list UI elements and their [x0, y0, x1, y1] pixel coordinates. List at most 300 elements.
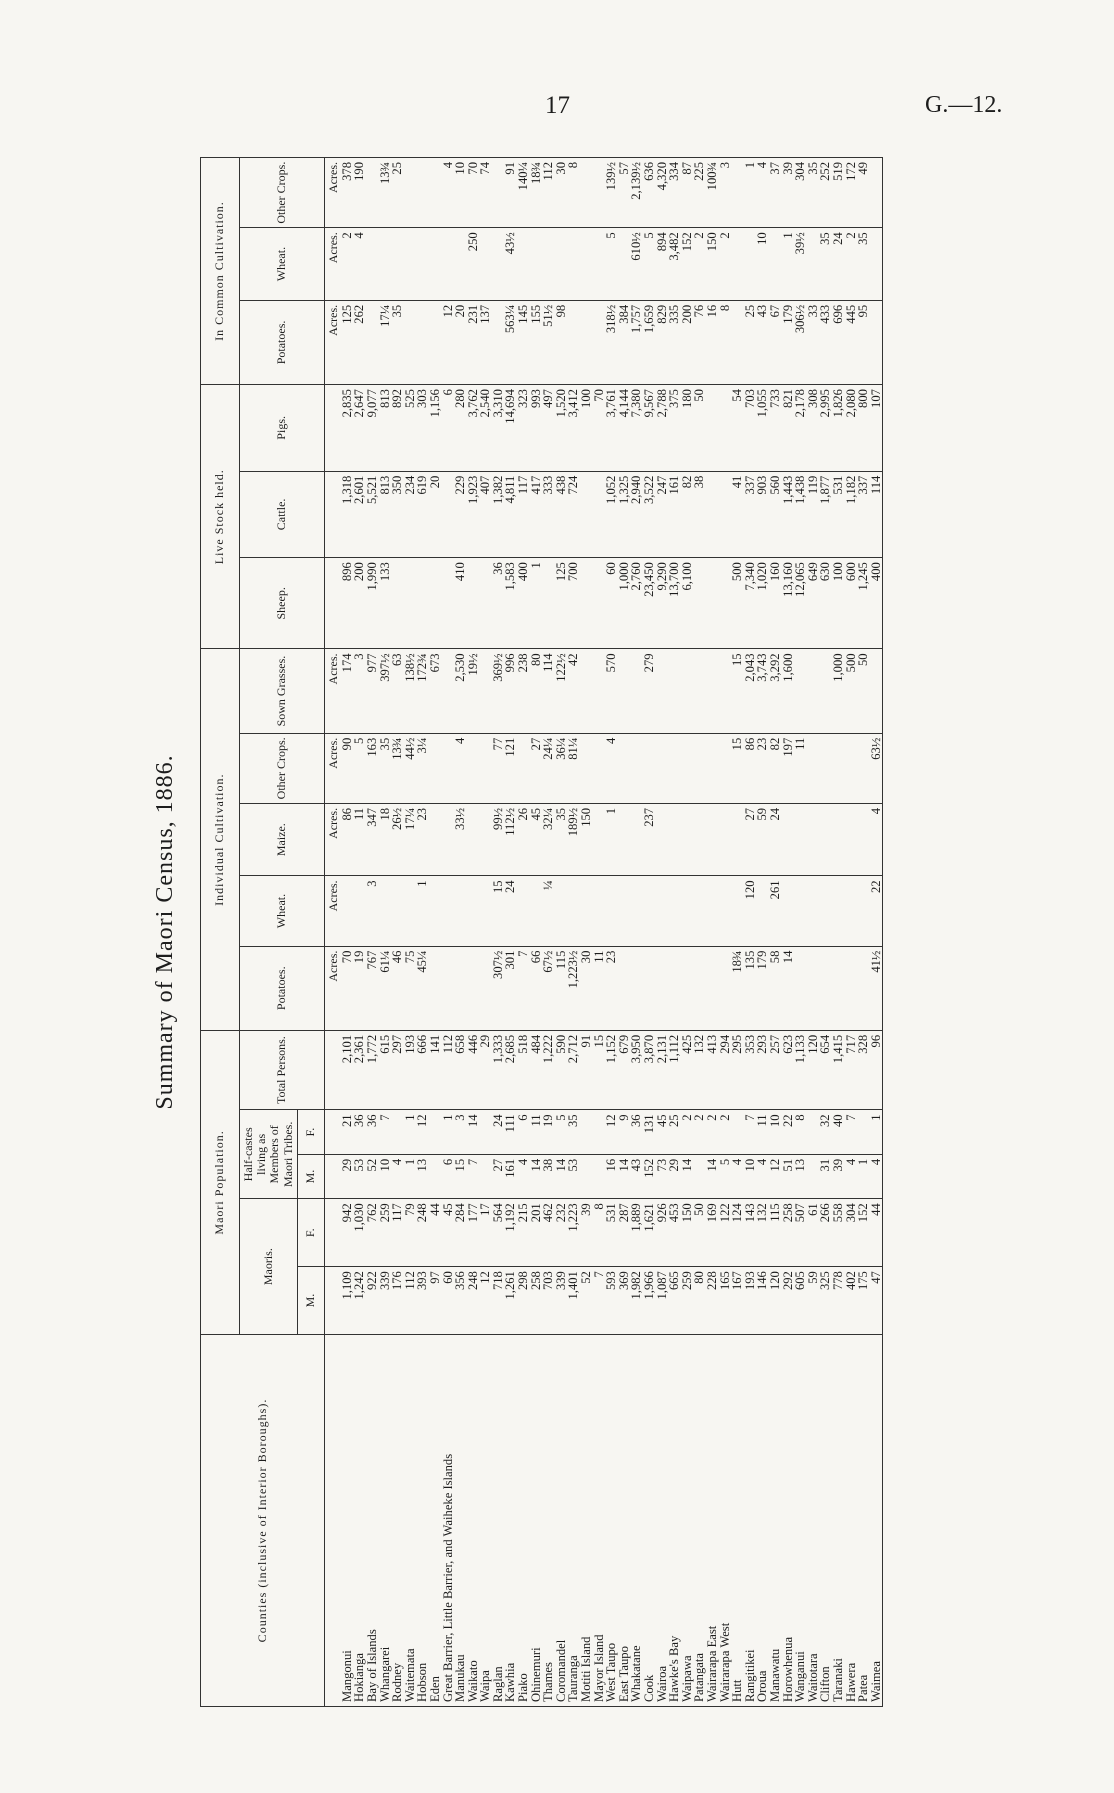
page-number: 17 — [545, 92, 570, 119]
com-potatoes-cell: 43 — [756, 300, 769, 384]
maori-males-cell: 120 — [769, 1267, 782, 1335]
maori-females-cell: 117 — [391, 1199, 404, 1267]
com-potatoes-cell: 125 — [341, 300, 354, 384]
maori-females-cell: 1,223 — [567, 1199, 580, 1267]
total-persons-cell: 484 — [530, 1030, 543, 1110]
com-other-crops-cell: 2,139½ — [630, 158, 643, 228]
total-persons-cell: 1,772 — [366, 1030, 379, 1110]
ind-potatoes-cell — [832, 946, 845, 1030]
cattle-cell: 1,182 — [845, 471, 858, 558]
halfcaste-males-cell: 29 — [341, 1154, 354, 1198]
maori-males-cell: 112 — [404, 1267, 417, 1335]
maori-males-cell: 718 — [492, 1267, 505, 1335]
cattle-cell: 350 — [391, 471, 404, 558]
ind-maize-cell — [656, 803, 669, 876]
com-wheat-cell: 152 — [681, 228, 694, 301]
sheep-cell: 2,760 — [630, 558, 643, 649]
ind-maize-cell — [593, 803, 606, 876]
com-potatoes-cell: 33 — [807, 300, 820, 384]
cattle-cell: 1,318 — [341, 471, 354, 558]
com-wheat-cell — [542, 228, 555, 301]
ind-wheat-cell: ¼ — [542, 876, 555, 946]
ind-maize-cell: 4 — [870, 803, 883, 876]
maori-females-cell: 169 — [706, 1199, 719, 1267]
halfcaste-males-cell: 27 — [492, 1154, 505, 1198]
maori-males-cell: 80 — [693, 1267, 706, 1335]
ind-maize-cell — [467, 803, 480, 876]
ind-other-crops-cell — [630, 733, 643, 803]
ind-potatoes-cell — [857, 946, 870, 1030]
county-name-cell: Clifton — [819, 1334, 832, 1706]
cattle-cell: 407 — [479, 471, 492, 558]
pigs-cell: 892 — [391, 385, 404, 472]
pigs-cell: 2,995 — [819, 385, 832, 472]
halfcaste-females-cell: 7 — [379, 1110, 392, 1154]
sheep-cell — [416, 558, 429, 649]
ind-other-crops-cell — [845, 733, 858, 803]
maori-females-cell: 507 — [794, 1199, 807, 1267]
com-wheat-cell: 43½ — [504, 228, 517, 301]
maoris-header: Maoris. — [240, 1199, 298, 1335]
com-other-crops-cell: 252 — [819, 158, 832, 228]
cattle-cell: 234 — [404, 471, 417, 558]
com-wheat-cell: 1 — [782, 228, 795, 301]
maori-females-cell: 177 — [467, 1199, 480, 1267]
com-wheat-cell — [769, 228, 782, 301]
table-row — [832, 158, 845, 1707]
ind-potatoes-cell — [442, 946, 455, 1030]
com-other-crops-cell: 3 — [719, 158, 732, 228]
ind-wheat-cell — [580, 876, 593, 946]
ind-wheat-cell — [442, 876, 455, 946]
ind-potatoes-cell — [454, 946, 467, 1030]
ind-maize-cell: 26 — [517, 803, 530, 876]
halfcaste-females-cell: 24 — [492, 1110, 505, 1154]
table-row — [731, 158, 744, 1707]
maori-males-cell: 176 — [391, 1267, 404, 1335]
ind-maize-cell — [681, 803, 694, 876]
com-potatoes-cell: 95 — [857, 300, 870, 384]
ind-wheat-cell — [467, 876, 480, 946]
maori-males-cell: 175 — [857, 1267, 870, 1335]
maori-females-cell: 462 — [542, 1199, 555, 1267]
pigs-cell: 107 — [870, 385, 883, 472]
maori-males-cell: 292 — [782, 1267, 795, 1335]
total-persons-cell: 112 — [442, 1030, 455, 1110]
ind-potatoes-cell — [706, 946, 719, 1030]
cattle-cell: 161 — [668, 471, 681, 558]
sheep-cell: 410 — [454, 558, 467, 649]
maori-females-cell: 61 — [807, 1199, 820, 1267]
ind-sown-grasses-cell: 15 — [731, 649, 744, 733]
ind-potatoes-cell: 30 — [580, 946, 593, 1030]
ind-sown-grasses-cell: 122½ — [555, 649, 568, 733]
halfcaste-males-cell: 39 — [832, 1154, 845, 1198]
total-persons-cell: 353 — [744, 1030, 757, 1110]
county-name-cell: Kawhia — [504, 1334, 517, 1706]
com-potatoes-cell: 433 — [819, 300, 832, 384]
com-other-crops-cell: 140¼ — [517, 158, 530, 228]
com-potatoes-cell: 179 — [782, 300, 795, 384]
ind-wheat-cell — [681, 876, 694, 946]
table-row — [454, 158, 467, 1707]
cattle-cell: 247 — [656, 471, 669, 558]
halfcaste-males-cell: 52 — [366, 1154, 379, 1198]
com-potatoes-cell — [416, 300, 429, 384]
rotated-table-block — [142, 157, 1010, 1707]
sheep-cell: 1,245 — [857, 558, 870, 649]
com-other-crops-cell — [731, 158, 744, 228]
com-potatoes-cell: 563¼ — [504, 300, 517, 384]
com-wheat-cell: 250 — [467, 228, 480, 301]
com-potatoes-cell: 155 — [530, 300, 543, 384]
com-wheat-cell: 150 — [706, 228, 719, 301]
total-persons-cell: 91 — [580, 1030, 593, 1110]
total-persons-cell: 141 — [429, 1030, 442, 1110]
pigs-cell: 180 — [681, 385, 694, 472]
county-name-cell: Tauranga — [567, 1334, 580, 1706]
maori-males-cell: 1,242 — [353, 1267, 366, 1335]
com-potatoes-cell: 98 — [555, 300, 568, 384]
maori-males-cell: 593 — [605, 1267, 618, 1335]
ind-other-crops-cell: 27 — [530, 733, 543, 803]
county-name-cell: Wairarapa East — [706, 1334, 719, 1706]
sheep-cell — [391, 558, 404, 649]
sheep-cell: 200 — [353, 558, 366, 649]
halfcaste-males-cell: 14 — [555, 1154, 568, 1198]
maori-females-cell: 8 — [593, 1199, 606, 1267]
county-name-cell: Thames — [542, 1334, 555, 1706]
ind-wheat-cell — [555, 876, 568, 946]
ind-other-crops-cell — [668, 733, 681, 803]
maori-females-cell: 564 — [492, 1199, 505, 1267]
halfcaste-females-cell: 6 — [517, 1110, 530, 1154]
ind-wheat-cell — [845, 876, 858, 946]
ind-sown-grasses-cell: 673 — [429, 649, 442, 733]
com-other-crops-cell — [416, 158, 429, 228]
maori-males-cell: 1,109 — [341, 1267, 354, 1335]
county-name-cell: Waipawa — [681, 1334, 694, 1706]
ind-maize-cell: 32¼ — [542, 803, 555, 876]
ind-potatoes-cell — [807, 946, 820, 1030]
county-name-cell: Waitotara — [807, 1334, 820, 1706]
county-name-cell: Whangarei — [379, 1334, 392, 1706]
unit-acres: Acres. — [324, 649, 341, 733]
cattle-cell: 337 — [744, 471, 757, 558]
unit-acres: Acres. — [324, 946, 341, 1030]
com-other-crops-cell: 25 — [391, 158, 404, 228]
pigs-cell: 303 — [416, 385, 429, 472]
ind-other-crops-cell: 23 — [756, 733, 769, 803]
halfcaste-females-cell: 2 — [681, 1110, 694, 1154]
live-stock-header: Live Stock held. — [201, 385, 240, 649]
ind-wheat-cell — [630, 876, 643, 946]
ind-wheat-cell — [479, 876, 492, 946]
halfcaste-females-cell: 3 — [454, 1110, 467, 1154]
sheep-cell — [404, 558, 417, 649]
ind-potatoes-cell — [643, 946, 656, 1030]
cattle-cell: 41 — [731, 471, 744, 558]
ind-other-crops-cell — [693, 733, 706, 803]
maori-females-cell: 232 — [555, 1199, 568, 1267]
pigs-cell: 6 — [442, 385, 455, 472]
com-other-crops-cell: 18¾ — [530, 158, 543, 228]
com-other-crops-cell: 378 — [341, 158, 354, 228]
com-wheat-header: Wheat. — [240, 228, 325, 301]
ind-maize-cell — [845, 803, 858, 876]
total-persons-cell: 1,222 — [542, 1030, 555, 1110]
halfcaste-females-cell — [391, 1110, 404, 1154]
com-potatoes-cell: 25 — [744, 300, 757, 384]
ind-other-crops-cell: 90 — [341, 733, 354, 803]
halfcaste-males-cell: 1 — [857, 1154, 870, 1198]
com-wheat-cell — [593, 228, 606, 301]
halfcaste-females-cell: 1 — [870, 1110, 883, 1154]
cattle-cell: 1,923 — [467, 471, 480, 558]
maori-males-cell: 369 — [618, 1267, 631, 1335]
ind-wheat-cell — [794, 876, 807, 946]
ind-wheat-cell — [832, 876, 845, 946]
ind-sown-grasses-cell: 3,743 — [756, 649, 769, 733]
ind-potatoes-cell: 23 — [605, 946, 618, 1030]
cattle-cell: 229 — [454, 471, 467, 558]
cattle-cell: 1,382 — [492, 471, 505, 558]
ind-wheat-cell — [693, 876, 706, 946]
ind-maize-cell — [429, 803, 442, 876]
sheep-cell — [467, 558, 480, 649]
pigs-cell: 1,055 — [756, 385, 769, 472]
ind-wheat-cell: 1 — [416, 876, 429, 946]
pigs-cell: 3,761 — [605, 385, 618, 472]
com-other-crops-cell: 519 — [832, 158, 845, 228]
ind-wheat-header: Wheat. — [240, 876, 325, 946]
pigs-cell: 993 — [530, 385, 543, 472]
halfcaste-m-header: M. — [297, 1154, 324, 1198]
pigs-cell: 54 — [731, 385, 744, 472]
ind-potatoes-cell: 7 — [517, 946, 530, 1030]
ind-wheat-cell — [857, 876, 870, 946]
ind-sown-grasses-cell — [870, 649, 883, 733]
maori-females-cell: 1,192 — [504, 1199, 517, 1267]
table-row — [668, 158, 681, 1707]
maori-males-cell: 1,982 — [630, 1267, 643, 1335]
halfcaste-females-cell: 11 — [756, 1110, 769, 1154]
com-other-crops-cell: 112 — [542, 158, 555, 228]
sheep-cell: 125 — [555, 558, 568, 649]
com-other-crops-cell — [580, 158, 593, 228]
halfcaste-males-cell: 4 — [756, 1154, 769, 1198]
com-wheat-cell: 35 — [819, 228, 832, 301]
com-other-crops-cell: 636 — [643, 158, 656, 228]
ind-potatoes-cell: 115 — [555, 946, 568, 1030]
cattle-cell: 438 — [555, 471, 568, 558]
com-potatoes-cell: 829 — [656, 300, 669, 384]
pigs-cell: 2,080 — [845, 385, 858, 472]
com-other-crops-cell: 1 — [744, 158, 757, 228]
com-potatoes-cell: 445 — [845, 300, 858, 384]
com-other-crops-cell: 4,320 — [656, 158, 669, 228]
maori-females-cell: 942 — [341, 1199, 354, 1267]
ind-other-crops-cell: 82 — [769, 733, 782, 803]
pigs-cell: 733 — [769, 385, 782, 472]
table-row — [479, 158, 492, 1707]
total-persons-cell: 658 — [454, 1030, 467, 1110]
ind-other-crops-cell — [580, 733, 593, 803]
ind-other-crops-cell — [656, 733, 669, 803]
com-wheat-cell — [454, 228, 467, 301]
ind-wheat-cell — [706, 876, 719, 946]
com-wheat-cell — [479, 228, 492, 301]
com-potatoes-cell — [731, 300, 744, 384]
halfcaste-males-cell — [479, 1154, 492, 1198]
county-name-cell: Cook — [643, 1334, 656, 1706]
com-potatoes-cell — [366, 300, 379, 384]
halfcaste-females-cell: 2 — [693, 1110, 706, 1154]
com-other-crops-cell — [404, 158, 417, 228]
com-wheat-cell: 39½ — [794, 228, 807, 301]
com-other-crops-cell: 8 — [567, 158, 580, 228]
com-potatoes-cell — [870, 300, 883, 384]
com-wheat-cell: 10 — [756, 228, 769, 301]
ind-maize-cell — [782, 803, 795, 876]
maori-males-cell: 1,087 — [656, 1267, 669, 1335]
cattle-cell: 4,811 — [504, 471, 517, 558]
pigs-cell: 821 — [782, 385, 795, 472]
maori-females-cell: 115 — [769, 1199, 782, 1267]
maori-males-cell: 393 — [416, 1267, 429, 1335]
ind-potatoes-cell: 58 — [769, 946, 782, 1030]
com-wheat-cell: 2 — [845, 228, 858, 301]
maori-males-cell: 165 — [719, 1267, 732, 1335]
cattle-cell: 2,940 — [630, 471, 643, 558]
cattle-cell: 1,438 — [794, 471, 807, 558]
sheep-cell: 7,340 — [744, 558, 757, 649]
sheep-cell: 649 — [807, 558, 820, 649]
maori-males-cell: 59 — [807, 1267, 820, 1335]
maori-males-cell: 1,261 — [504, 1267, 517, 1335]
ind-sown-grasses-cell — [618, 649, 631, 733]
maori-males-cell: 325 — [819, 1267, 832, 1335]
ind-wheat-cell — [719, 876, 732, 946]
maori-females-cell: 50 — [693, 1199, 706, 1267]
com-potatoes-cell: 696 — [832, 300, 845, 384]
pigs-cell: 2,835 — [341, 385, 354, 472]
maori-males-cell: 60 — [442, 1267, 455, 1335]
table-row — [857, 158, 870, 1707]
sheep-cell — [542, 558, 555, 649]
ind-other-crops-cell — [807, 733, 820, 803]
com-other-crops-cell: 172 — [845, 158, 858, 228]
maori-males-cell: 52 — [580, 1267, 593, 1335]
sheep-cell: 1,990 — [366, 558, 379, 649]
ind-potatoes-cell — [618, 946, 631, 1030]
pigs-cell: 14,694 — [504, 385, 517, 472]
pigs-cell: 308 — [807, 385, 820, 472]
ind-wheat-cell — [656, 876, 669, 946]
ind-sown-grasses-cell: 279 — [643, 649, 656, 733]
pigs-cell: 525 — [404, 385, 417, 472]
ind-maize-cell — [819, 803, 832, 876]
ind-sown-grasses-cell: 174 — [341, 649, 354, 733]
table-row — [429, 158, 442, 1707]
table-row — [706, 158, 719, 1707]
ind-wheat-cell — [391, 876, 404, 946]
ind-maize-cell: 33½ — [454, 803, 467, 876]
ind-other-crops-cell — [681, 733, 694, 803]
ind-sown-grasses-cell — [693, 649, 706, 733]
ind-other-crops-cell: 121 — [504, 733, 517, 803]
com-potatoes-cell: 262 — [353, 300, 366, 384]
pigs-cell: 9,567 — [643, 385, 656, 472]
com-other-crops-cell: 39 — [782, 158, 795, 228]
sheep-cell: 23,450 — [643, 558, 656, 649]
ind-potatoes-cell: 61¼ — [379, 946, 392, 1030]
county-name-cell: Wanganui — [794, 1334, 807, 1706]
ind-potatoes-cell: 14 — [782, 946, 795, 1030]
ind-wheat-cell — [618, 876, 631, 946]
maori-females-cell: 284 — [454, 1199, 467, 1267]
ind-sown-grasses-cell: 19½ — [467, 649, 480, 733]
pigs-cell: 3,412 — [567, 385, 580, 472]
ind-other-crops-cell — [618, 733, 631, 803]
sheep-cell: 896 — [341, 558, 354, 649]
maori-females-cell: 287 — [618, 1199, 631, 1267]
county-name-cell: Manawatu — [769, 1334, 782, 1706]
sheep-cell: 700 — [567, 558, 580, 649]
total-persons-cell: 29 — [479, 1030, 492, 1110]
total-persons-cell: 590 — [555, 1030, 568, 1110]
ind-wheat-cell: 3 — [366, 876, 379, 946]
halfcaste-males-cell: 53 — [567, 1154, 580, 1198]
maori-males-cell: 298 — [517, 1267, 530, 1335]
county-name-cell: Rodney — [391, 1334, 404, 1706]
table-row — [794, 158, 807, 1707]
ind-other-crops-cell: 24¼ — [542, 733, 555, 803]
ind-other-crops-cell: 163 — [366, 733, 379, 803]
sheep-cell: 160 — [769, 558, 782, 649]
com-other-crops-cell: 139½ — [605, 158, 618, 228]
maori-males-cell: 703 — [542, 1267, 555, 1335]
com-other-crops-cell — [366, 158, 379, 228]
pigs-cell: 3,762 — [467, 385, 480, 472]
halfcaste-males-cell: 4 — [870, 1154, 883, 1198]
sheep-cell: 9,290 — [656, 558, 669, 649]
sheep-cell: 1 — [530, 558, 543, 649]
halfcaste-females-cell: 9 — [618, 1110, 631, 1154]
ind-sown-grasses-header: Sown Grasses. — [240, 649, 325, 733]
halfcaste-males-cell: 38 — [542, 1154, 555, 1198]
table-row — [366, 158, 379, 1707]
halfcaste-males-cell: 10 — [744, 1154, 757, 1198]
ind-wheat-cell — [782, 876, 795, 946]
com-wheat-cell: 4 — [353, 228, 366, 301]
total-persons-cell: 15 — [593, 1030, 606, 1110]
ind-maize-cell: 59 — [756, 803, 769, 876]
county-name-cell: Bay of Islands — [366, 1334, 379, 1706]
sheep-cell: 6,100 — [681, 558, 694, 649]
maori-females-cell: 1,889 — [630, 1199, 643, 1267]
county-name-cell: Hutt — [731, 1334, 744, 1706]
ind-maize-cell: 26½ — [391, 803, 404, 876]
cattle-cell: 531 — [832, 471, 845, 558]
com-wheat-cell — [530, 228, 543, 301]
ind-maize-cell — [832, 803, 845, 876]
ind-sown-grasses-cell — [794, 649, 807, 733]
ind-potatoes-cell: 18¾ — [731, 946, 744, 1030]
halfcaste-males-cell: 4 — [731, 1154, 744, 1198]
ind-potatoes-cell: 41½ — [870, 946, 883, 1030]
total-persons-cell: 679 — [618, 1030, 631, 1110]
